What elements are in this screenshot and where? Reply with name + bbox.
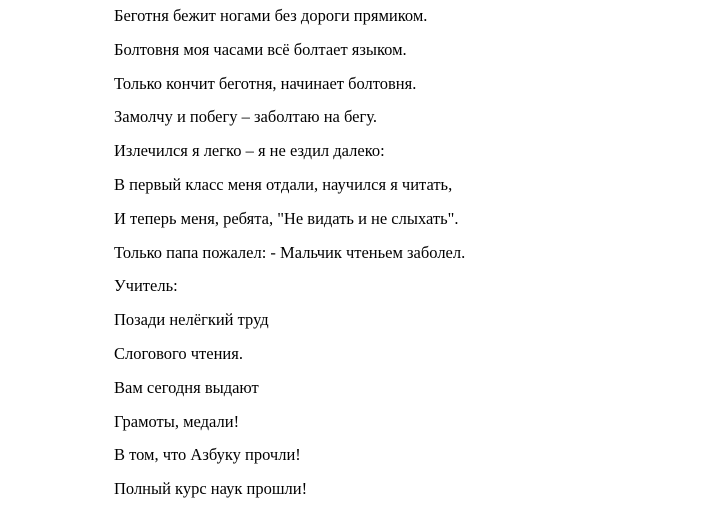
text-line: Болтовня моя часами всё болтает языком. (114, 39, 407, 59)
text-line: Вам сегодня выдают (114, 377, 259, 397)
text-line: Грамоты, медали! (114, 411, 240, 431)
text-line: И теперь меня, ребята, "Не видать и не слыхать". (114, 208, 459, 228)
text-lines (114, 3, 465, 510)
text-line: Позади нелёгкий труд (114, 310, 269, 330)
text-line: Только кончит беготня, начинает болтовня. (114, 73, 417, 93)
text-line: Замолчу и побегу – заболтаю на бегу. (114, 107, 377, 127)
text-line: В том, что Азбуку прочли! (114, 445, 301, 465)
speaker-label: Учитель: (114, 276, 178, 296)
text-line: В первый класс меня отдали, научился я читать, (114, 174, 453, 194)
text-line: Слогового чтения. (114, 343, 243, 363)
text-line: Беготня бежит ногами без дороги прямиком. (114, 6, 428, 25)
text-line: Излечился я легко – я не ездил далеко: (114, 141, 385, 161)
text-line: Полный курс наук прошли! (114, 479, 308, 499)
text-line: Только папа пожалел: - Мальчик чтеньем заболел. (114, 242, 466, 262)
